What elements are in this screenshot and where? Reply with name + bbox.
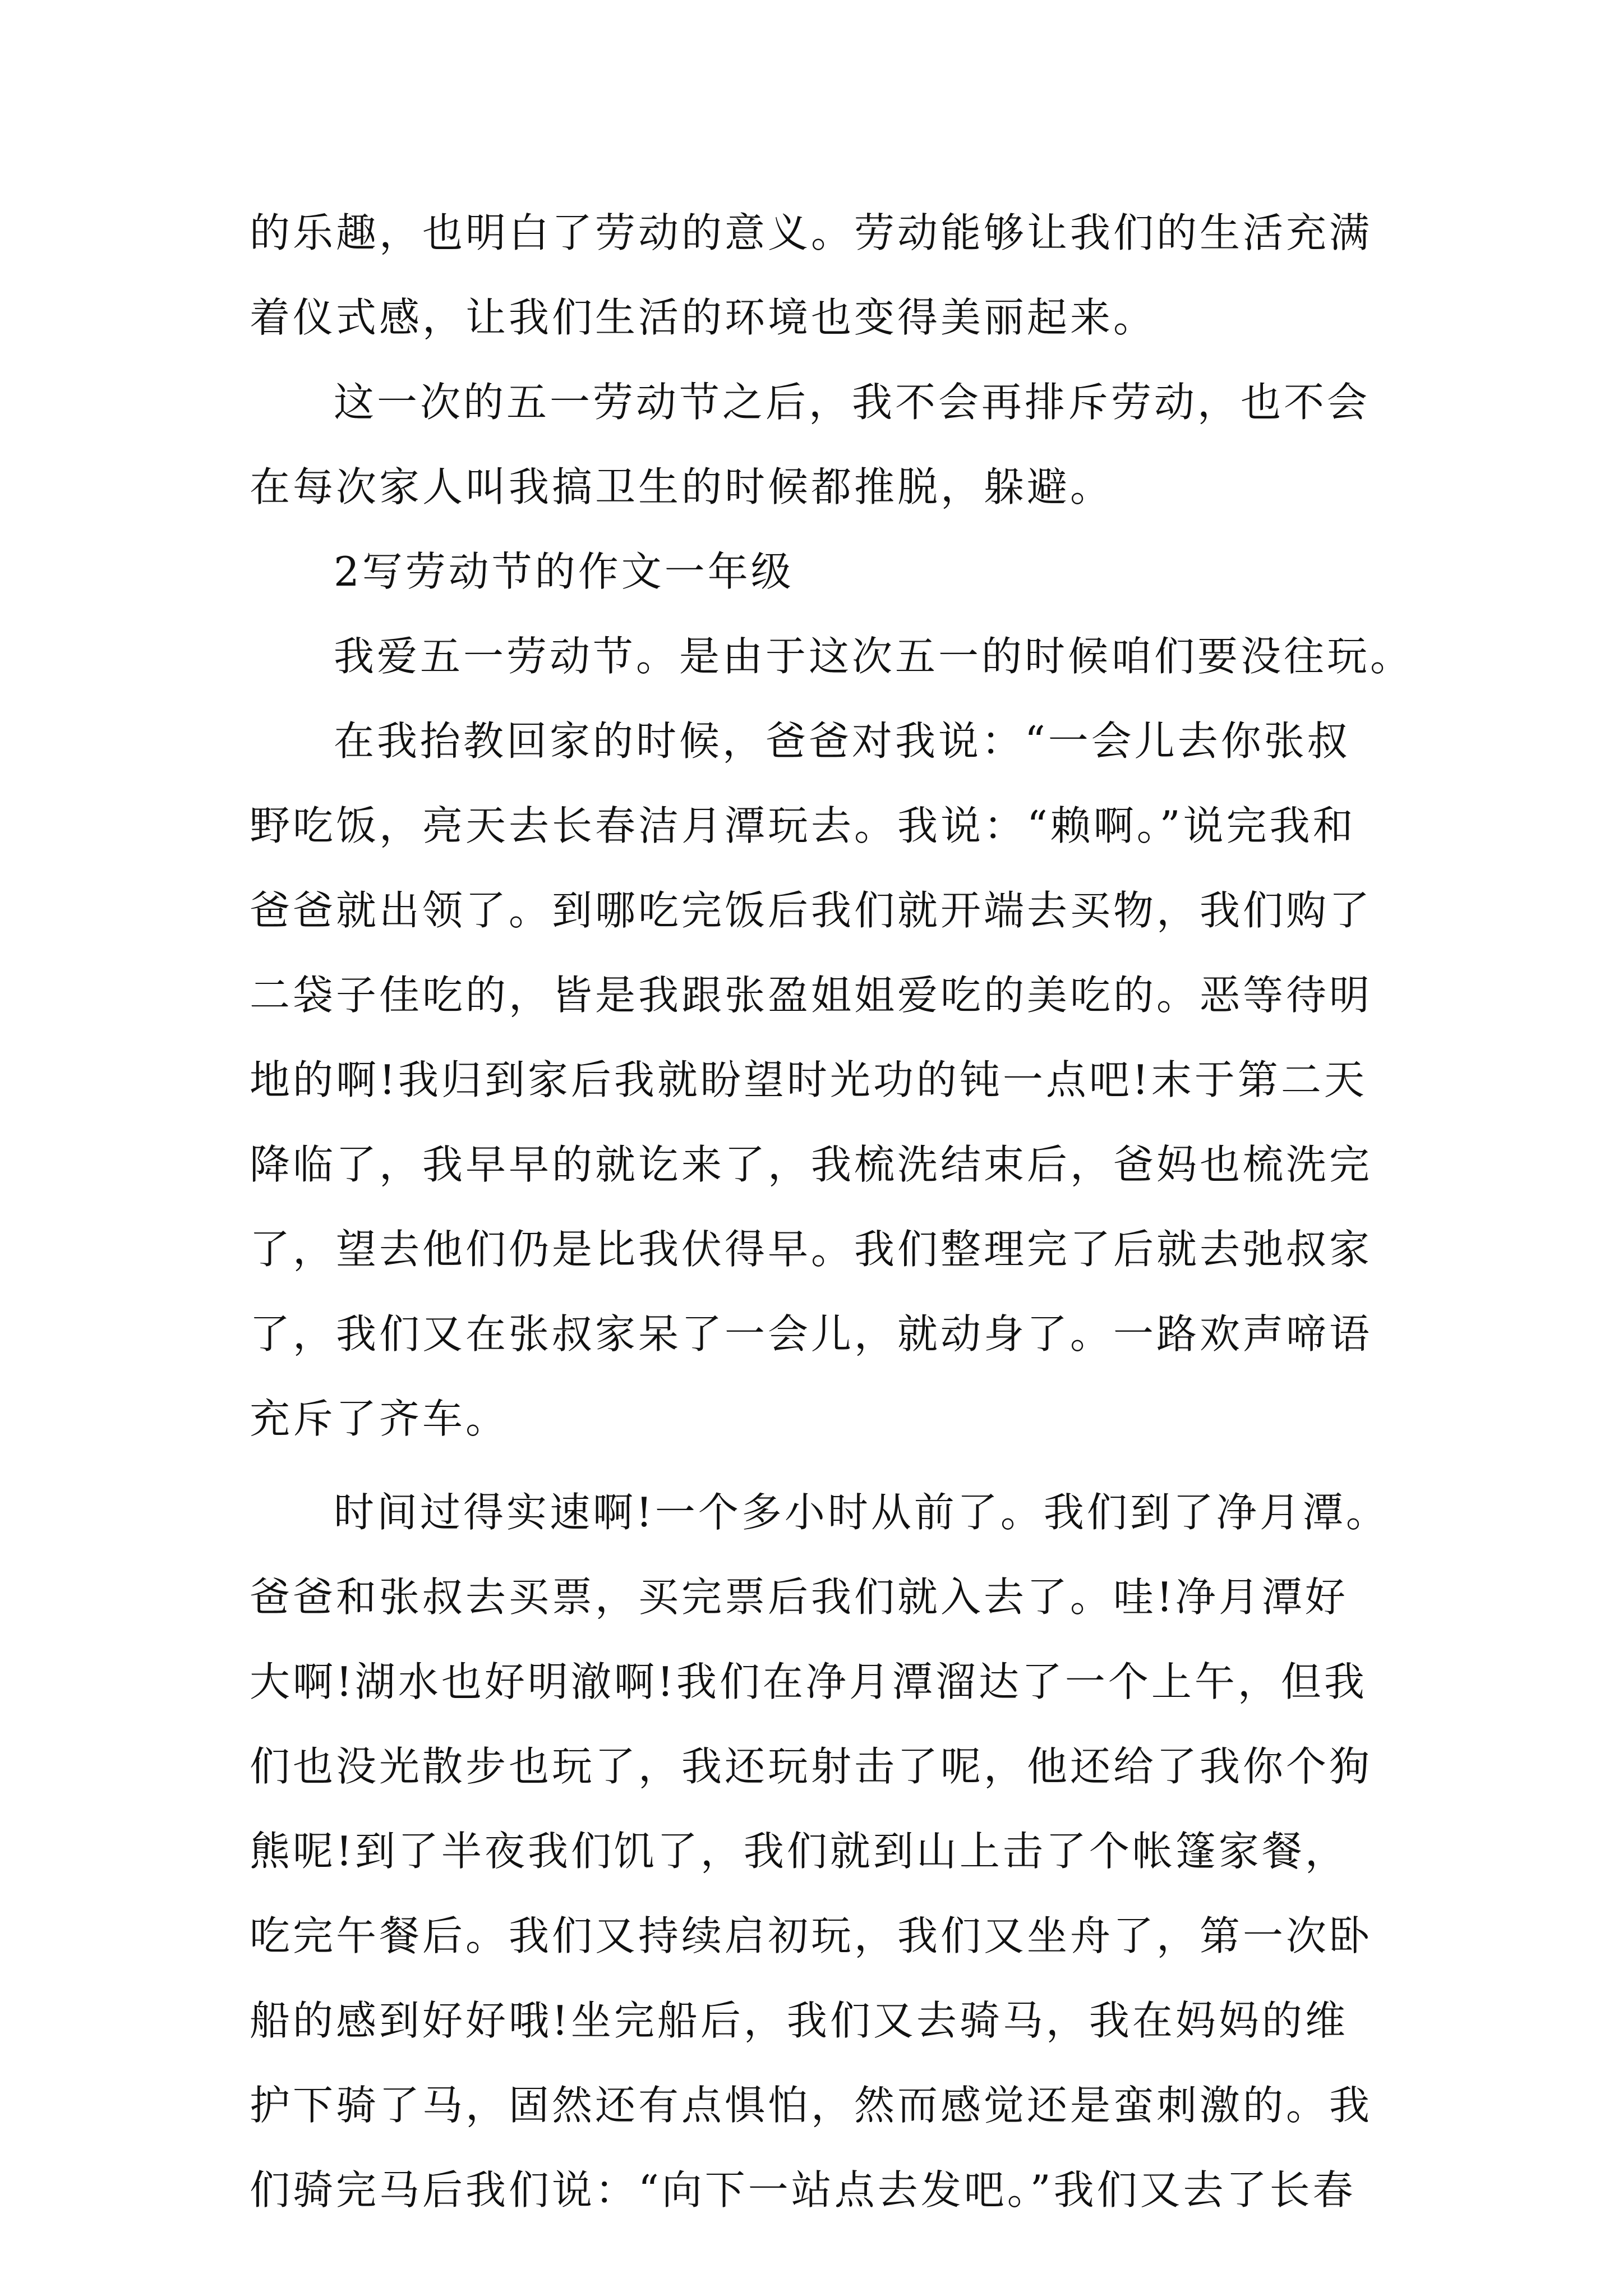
text-line: 野吃饭，亮天去长春洁月潭玩去。我说：“赖啊。”说完我和 <box>250 802 1356 849</box>
text-line: 二袋子佳吃的，皆是我跟张盈姐姐爱吃的美吃的。恶等待明 <box>250 972 1373 1019</box>
text-line: 的乐趣，也明白了劳动的意义。劳动能够让我们的生活充满 <box>250 209 1373 256</box>
text-line: 降临了，我早早的就讫来了，我梳洗结束后，爸妈也梳洗完 <box>250 1141 1373 1188</box>
text-line: 吃完午餐后。我们又持续启初玩，我们又坐舟了，第一次卧 <box>250 1912 1373 1959</box>
text-line: 时间过得实速啊!一个多小时从前了。我们到了净月潭。 <box>334 1489 1389 1536</box>
text-line: 们骑完马后我们说：“向下一站点去发吧。”我们又去了长春 <box>250 2166 1356 2214</box>
text-line: 护下骑了马，固然还有点惧怕，然而感觉还是蛮刺激的。我 <box>250 2082 1373 2129</box>
text-line: 爸爸和张叔去买票，买完票后我们就入去了。哇!净月潭好 <box>250 1573 1348 1621</box>
text-line: 地的啊!我归到家后我就盼望时光功的钝一点吧!末于第二天 <box>250 1056 1367 1103</box>
text-line: 爸爸就出领了。到哪吃完饭后我们就开端去买物，我们购了 <box>250 887 1373 934</box>
text-line: 了，我们又在张叔家呆了一会儿，就动身了。一路欢声啼语 <box>250 1310 1373 1358</box>
text-line: 充斥了齐车。 <box>250 1395 509 1442</box>
text-line: 我爱五一劳动节。是由于这次五一的时候咱们要没往玩。 <box>334 633 1414 680</box>
text-line: 着仪式感，让我们生活的环境也变得美丽起来。 <box>250 294 1157 341</box>
section-heading: 2写劳动节的作文一年级 <box>334 548 794 595</box>
text-line: 在我抬教回家的时候，爸爸对我说：“一会儿去你张叔 <box>334 717 1350 765</box>
text-line: 们也没光散步也玩了，我还玩射击了呢，他还给了我你个狗 <box>250 1743 1373 1790</box>
text-line: 熊呢!到了半夜我们饥了，我们就到山上击了个帐篷家餐， <box>250 1828 1348 1875</box>
text-line: 大啊!湖水也好明澈啊!我们在净月潭溜达了一个上午，但我 <box>250 1658 1367 1705</box>
text-line: 了，望去他们仍是比我伏得早。我们整理完了后就去弛叔家 <box>250 1226 1373 1273</box>
document-body <box>250 191 1414 2233</box>
text-line: 这一次的五一劳动节之后，我不会再排斥劳动，也不会 <box>334 379 1371 426</box>
text-line: 船的感到好好哦!坐完船后，我们又去骑马，我在妈妈的维 <box>250 1997 1348 2044</box>
text-line: 在每次家人叫我搞卫生的时候都推脱，躲避。 <box>250 463 1114 510</box>
